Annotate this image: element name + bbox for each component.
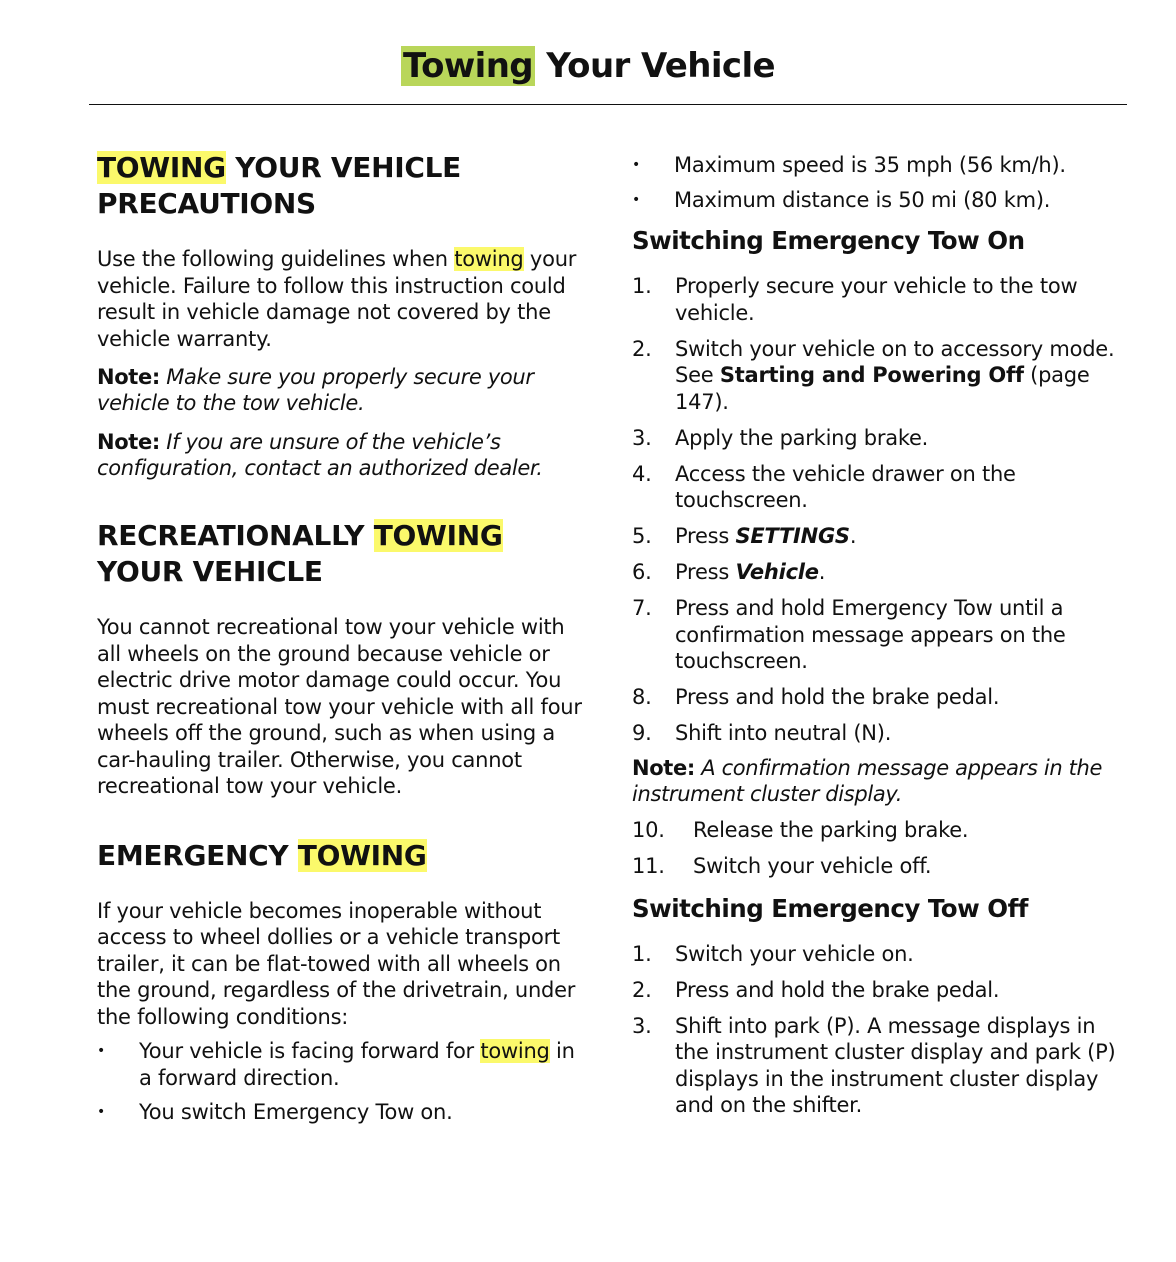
section-heading-precautions: TOWING YOUR VEHICLE PRECAUTIONS (97, 151, 461, 220)
subheading-tow-off: Switching Emergency Tow Off (632, 893, 1028, 923)
list-item: 2. Press and hold the brake pedal. (632, 977, 1000, 1002)
list-item: 6. Press Vehicle. (632, 560, 826, 584)
section-heading-emergency: EMERGENCY TOWING (97, 838, 427, 872)
left-column (97, 150, 587, 1126)
page-title: Towing Your Vehicle (403, 46, 775, 86)
list-item: 10. Release the parking brake. (632, 817, 969, 842)
precautions-paragraph: Use the following guidelines when towing your vehicle. Failure to follow this instruction could result in vehicle damage not covered by the vehicle warranty. (97, 247, 577, 351)
list-item: 2. Switch your vehicle on to accessory mode. See Starting and Powering Off (page 147). (632, 336, 1115, 414)
list-item: 1. Switch your vehicle on. (632, 941, 914, 966)
emergency-paragraph: If your vehicle becomes inoperable without access to wheel dollies or a vehicle transport trailer, it can be flat-towed with all wheels on the ground, regardless of the drivetrain, under the following conditions: (97, 898, 576, 1029)
list-item: • Maximum speed is 35 mph (56 km/h). (632, 153, 1066, 177)
search-highlight: Towing (403, 46, 534, 86)
list-item: 3. Apply the parking brake. (632, 425, 929, 450)
list-item: 4. Access the vehicle drawer on the touchscreen. (632, 461, 1016, 512)
list-item: • Maximum distance is 50 mi (80 km). (632, 187, 1051, 212)
search-highlight: TOWING (297, 838, 427, 872)
list-item: 5. Press SETTINGS. (632, 524, 857, 548)
list-item: • Your vehicle is facing forward for towing in a forward direction. (97, 1039, 575, 1090)
page-header (0, 36, 1176, 96)
search-highlight: towing (480, 1039, 550, 1063)
header-divider (89, 104, 1127, 105)
list-item: 8. Press and hold the brake pedal. (632, 685, 1000, 709)
right-column (632, 152, 1132, 1128)
xref-link[interactable]: Starting and Powering Off (719, 363, 1024, 387)
subheading-tow-on: Switching Emergency Tow On (632, 226, 1025, 255)
search-highlight: TOWING (373, 519, 503, 552)
tow-off-steps (632, 941, 1132, 1119)
note-confirmation: Note: A confirmation message appears in the instrument cluster display. (632, 755, 1103, 806)
list-item: 9. Shift into neutral (N). (632, 721, 892, 745)
list-item: • You switch Emergency Tow on. (97, 1100, 453, 1124)
list-item: 7. Press and hold Emergency Tow until a confirmation message appears on the touchscreen. (632, 596, 1066, 673)
list-item: 3. Shift into park (P). A message displays in the instrument cluster display and park (P) displays in the instrument cluster display and on the shifter. (632, 1013, 1116, 1117)
conditions-list (97, 1038, 587, 1126)
list-item: 1. Properly secure your vehicle to the tow vehicle. (632, 274, 1078, 325)
note-configuration: Note: If you are unsure of the vehicle’s configuration, contact an authorized dealer. (97, 430, 543, 480)
search-highlight: TOWING (97, 151, 226, 184)
tow-on-steps (632, 273, 1132, 747)
tow-on-steps-continued (632, 817, 1132, 880)
list-item: 11. Switch your vehicle off. (632, 853, 932, 878)
search-highlight: towing (454, 247, 524, 271)
section-heading-recreational: RECREATIONALLY TOWING YOUR VEHICLE (97, 519, 503, 588)
note-secure: Note: Make sure you properly secure your vehicle to the tow vehicle. (97, 365, 534, 415)
limits-list (632, 152, 1132, 213)
recreational-paragraph: You cannot recreational tow your vehicle with all wheels on the ground because vehicle or electric drive motor damage could occur. You must recreational tow your vehicle with all four wheels off the ground, such as when using a car-hauling trailer. Otherwise, you cannot recreational tow your vehicle. (97, 615, 582, 798)
